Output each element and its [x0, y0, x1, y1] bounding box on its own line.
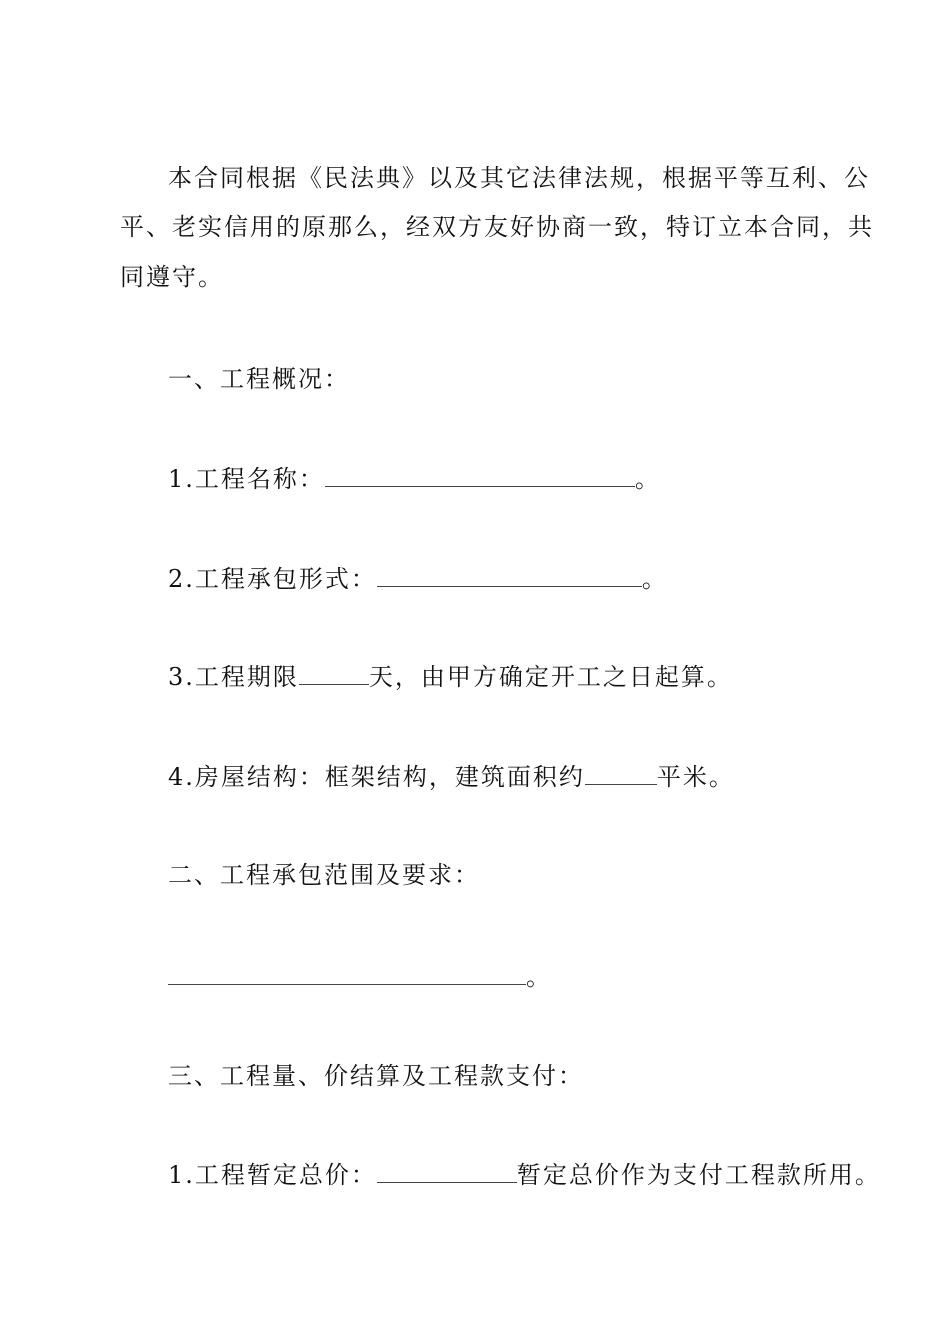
- section-2-heading: 二、工程承包范围及要求：: [168, 861, 480, 889]
- duration-tail: 天，由甲方确定开工之日起算。: [368, 663, 733, 691]
- contract-form-label: 2.工程承包形式：: [168, 565, 377, 593]
- structure-tail: 平米。: [656, 763, 735, 791]
- area-blank: [585, 762, 657, 785]
- contract-form-tail: 。: [641, 565, 668, 593]
- intro-line-3: 同遵守。: [120, 263, 224, 291]
- duration-label: 3.工程期限: [168, 663, 299, 691]
- section-1-heading: 一、工程概况：: [168, 365, 350, 393]
- contract-form-blank: [377, 564, 642, 587]
- total-price-blank: [377, 1160, 517, 1183]
- section-1-item-4: [168, 762, 735, 792]
- project-name-label: 1.工程名称：: [168, 465, 325, 493]
- intro-line-2: 平、老实信用的原那么，经双方友好协商一致，特订立本合同，共: [120, 213, 874, 241]
- project-name-tail: 。: [634, 465, 661, 493]
- scope-blank: [168, 962, 526, 985]
- intro-line-1: 本合同根据《民法典》以及其它法律法规，根据平等互利、公: [168, 164, 870, 192]
- duration-blank: [299, 662, 369, 685]
- total-price-label: 1.工程暂定总价：: [168, 1161, 377, 1189]
- total-price-tail: 暂定总价作为支付工程款所用。: [516, 1161, 881, 1189]
- section-3-item-1: [168, 1160, 881, 1190]
- project-name-blank: [325, 464, 635, 487]
- section-2-scope: [168, 962, 552, 992]
- structure-label: 4.房屋结构：框架结构，建筑面积约: [168, 763, 585, 791]
- scope-tail: 。: [526, 963, 552, 991]
- section-3-heading: 三、工程量、价结算及工程款支付：: [168, 1062, 584, 1090]
- section-1-item-3: [168, 662, 733, 692]
- section-1-item-1: [168, 464, 661, 494]
- section-1-item-2: [168, 564, 668, 594]
